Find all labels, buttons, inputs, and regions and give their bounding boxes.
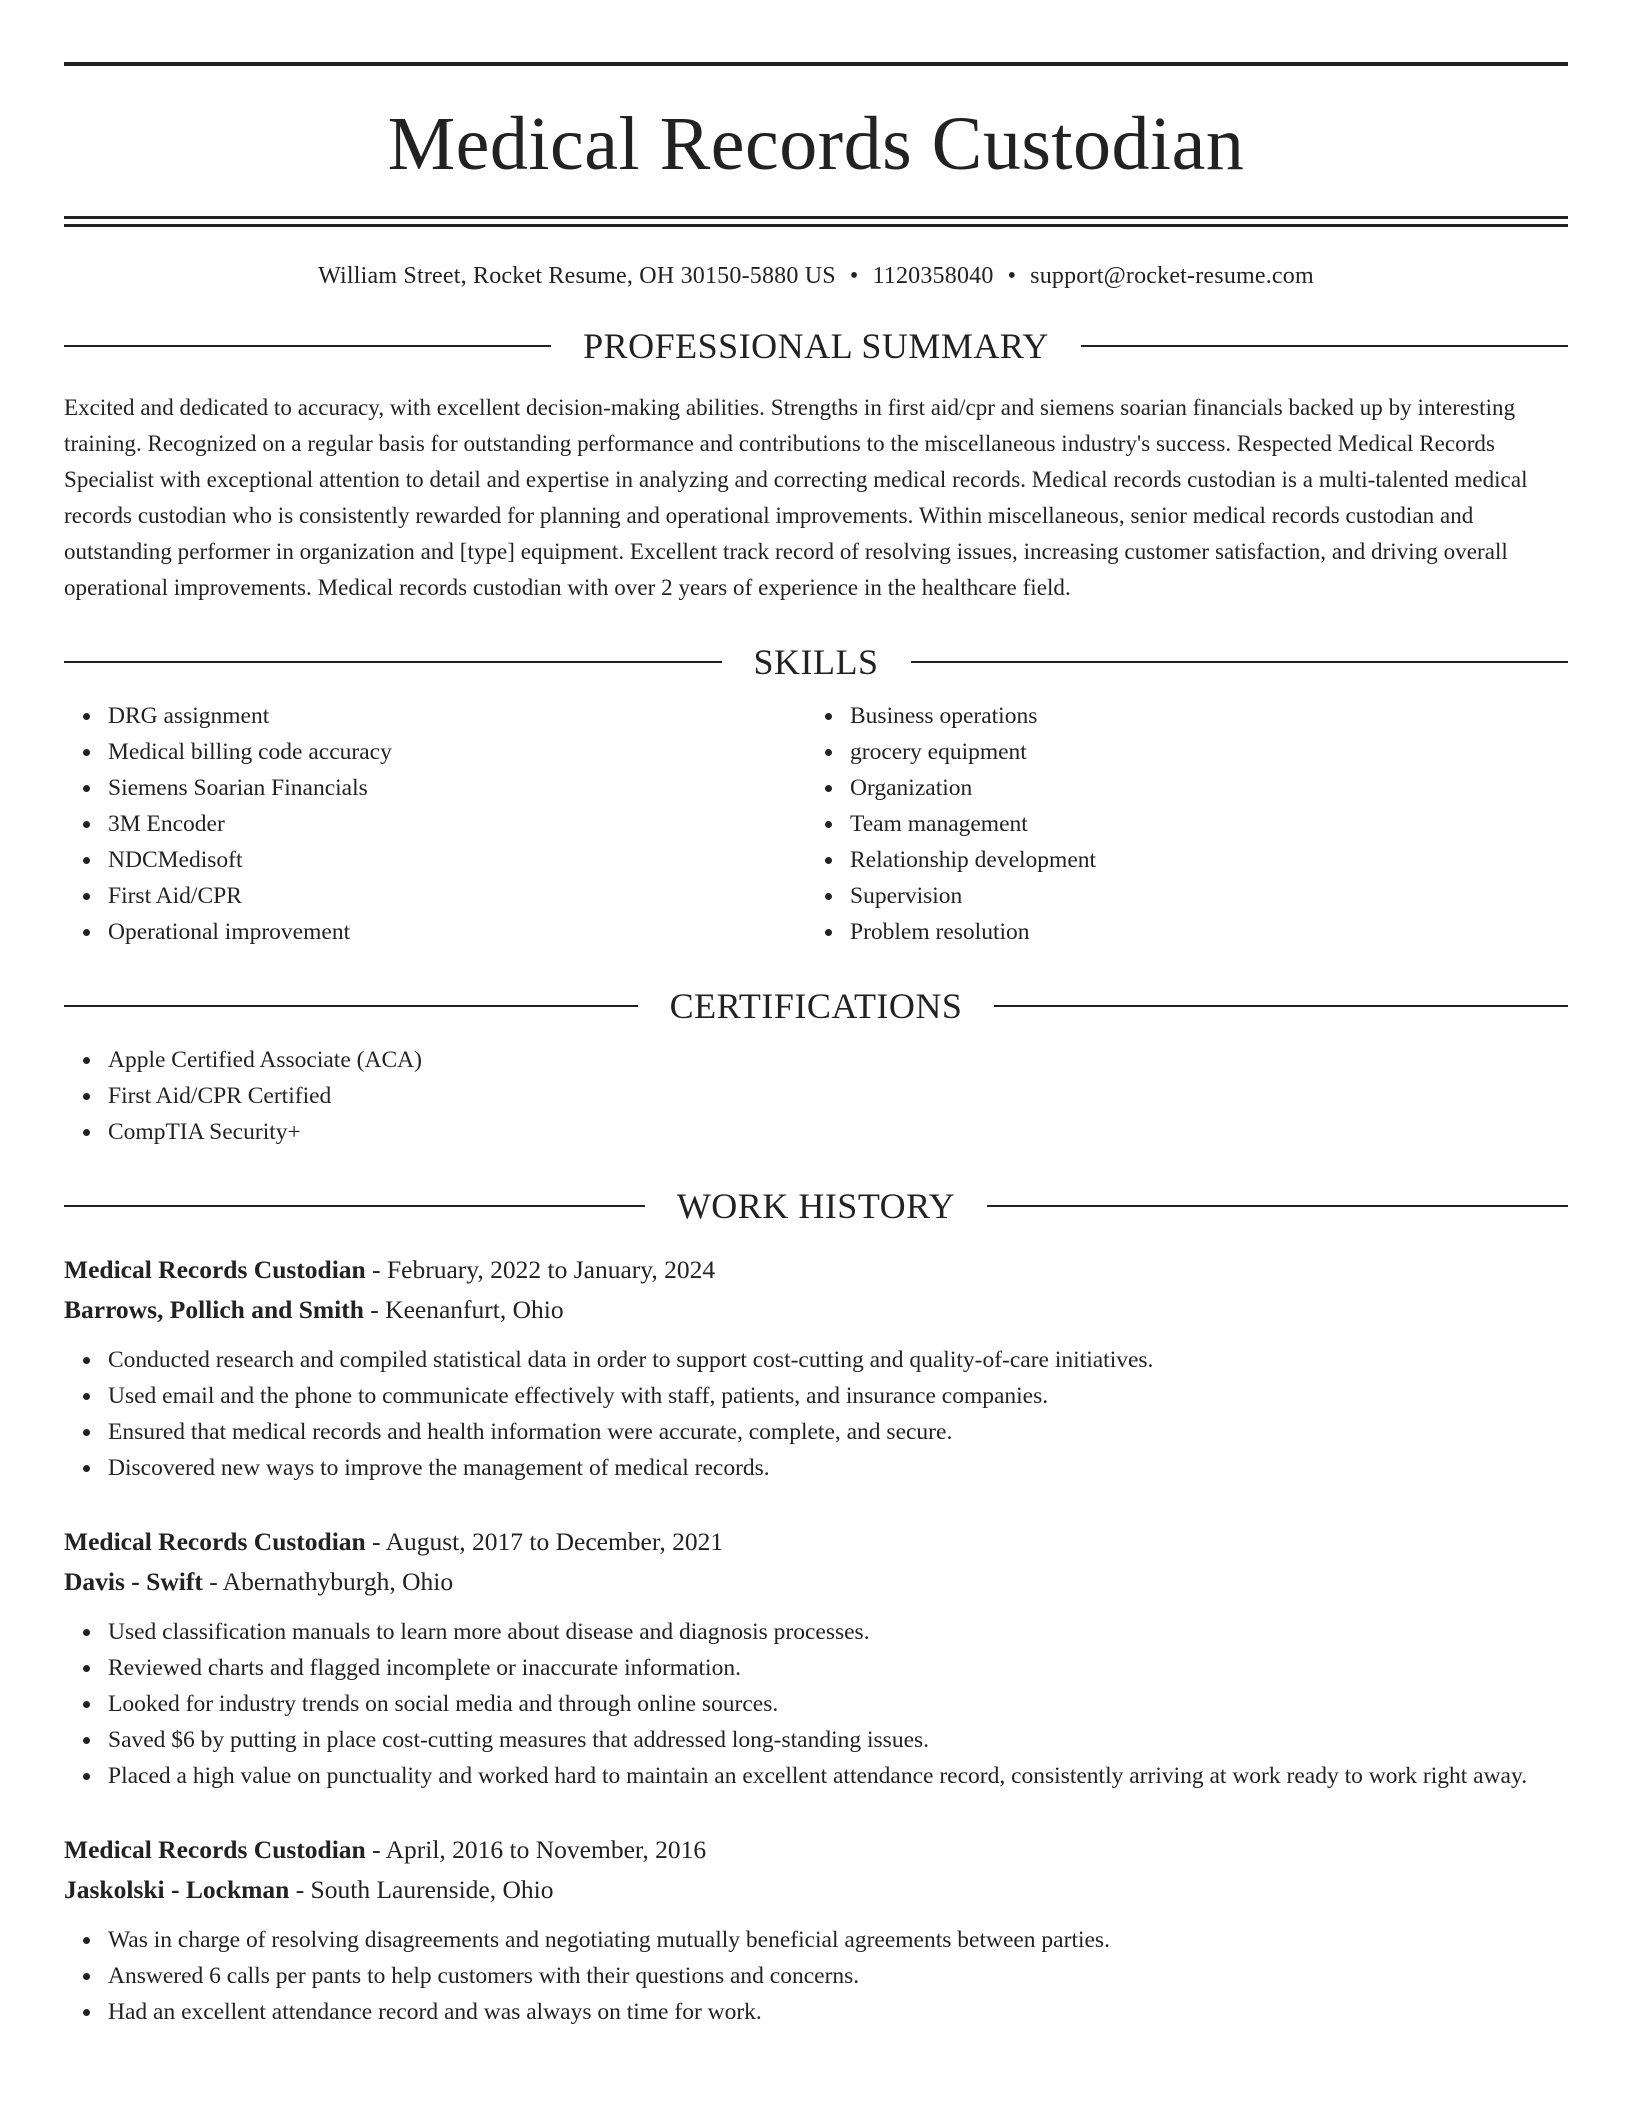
job-bullet: Saved $6 by putting in place cost-cutting measures that addressed long-standing issues. xyxy=(108,1722,1568,1758)
skills-column-left xyxy=(64,680,806,950)
job-bullet: Used email and the phone to communicate effectively with staff, patients, and insurance companies. xyxy=(108,1378,1568,1414)
skill-item: Siemens Soarian Financials xyxy=(108,770,806,806)
skill-item: Operational improvement xyxy=(108,914,806,950)
job-bullet: Had an excellent attendance record and was always on time for work. xyxy=(108,1994,1568,2030)
resume-name: Medical Records Custodian xyxy=(387,102,1245,186)
skill-item: Supervision xyxy=(850,878,1568,914)
certification-item: Apple Certified Associate (ACA) xyxy=(108,1042,1568,1078)
section-title: SKILLS xyxy=(753,642,879,682)
section-heading-summary xyxy=(64,328,1568,364)
divider-line xyxy=(64,345,551,347)
skill-item: 3M Encoder xyxy=(108,806,806,842)
skill-item: Relationship development xyxy=(850,842,1568,878)
job-company: Jaskolski - Lockman xyxy=(64,1875,290,1904)
divider-line xyxy=(64,1205,645,1207)
certification-item: First Aid/CPR Certified xyxy=(108,1078,1568,1114)
divider-line xyxy=(987,1205,1568,1207)
job-bullets xyxy=(64,1922,1568,2030)
skills-list-left xyxy=(64,698,806,950)
job-company-line xyxy=(64,1290,1568,1330)
contact-line xyxy=(64,263,1568,290)
double-rule xyxy=(64,216,1568,227)
job-title-line xyxy=(64,1250,1568,1290)
section-heading-certifications xyxy=(64,988,1568,1024)
skill-item: grocery equipment xyxy=(850,734,1568,770)
skill-item: DRG assignment xyxy=(108,698,806,734)
section-title: CERTIFICATIONS xyxy=(669,986,963,1026)
separator-dot: • xyxy=(1007,263,1017,289)
section-heading-work-history xyxy=(64,1188,1568,1224)
job-dates: - February, 2022 to January, 2024 xyxy=(365,1255,716,1284)
summary-text: Excited and dedicated to accuracy, with excellent decision-making abilities. Strengths in first aid/cpr and siemens soarian financials backed up by interesting training. Recognized on a regular basis for outstanding performance and contributions to the miscellaneous industry's success. Respected Medical Records Specialist with exceptional attention to detail and expertise in analyzing and correcting medical records. Medical records custodian is a multi-talented medical records custodian who is consistently rewarded for planning and operational improvements. Within miscellaneous, senior medical records custodian and outstanding performer in organization and [type] equipment. Excellent track record of resolving issues, increasing customer satisfaction, and driving overall operational improvements. Medical records custodian with over 2 years of experience in the healthcare field. xyxy=(64,395,1528,600)
contact-address: William Street, Rocket Resume, OH 30150-5880 US xyxy=(318,263,836,289)
skill-item: Medical billing code accuracy xyxy=(108,734,806,770)
job-bullet: Conducted research and compiled statistical data in order to support cost-cutting and quality-of-care initiatives. xyxy=(108,1342,1568,1378)
job-entry xyxy=(64,1830,1568,2030)
job-company-line xyxy=(64,1562,1568,1602)
divider-line xyxy=(911,661,1569,663)
job-bullet: Answered 6 calls per pants to help customers with their questions and concerns. xyxy=(108,1958,1568,1994)
section-title: WORK HISTORY xyxy=(676,1186,956,1226)
certifications-list xyxy=(64,1042,1568,1150)
job-bullet: Was in charge of resolving disagreements and negotiating mutually beneficial agreements between parties. xyxy=(108,1922,1568,1958)
job-location: - South Laurenside, Ohio xyxy=(289,1875,554,1904)
job-bullet: Ensured that medical records and health information were accurate, complete, and secure. xyxy=(108,1414,1568,1450)
skill-item: Business operations xyxy=(850,698,1568,734)
skill-item: NDCMedisoft xyxy=(108,842,806,878)
certification-item: CompTIA Security+ xyxy=(108,1114,1568,1150)
resume-page xyxy=(64,62,1568,2030)
job-location: - Keenanfurt, Ohio xyxy=(363,1295,564,1324)
job-entry xyxy=(64,1250,1568,1486)
job-bullet: Discovered new ways to improve the management of medical records. xyxy=(108,1450,1568,1486)
job-entry xyxy=(64,1522,1568,1794)
job-location: - Abernathyburgh, Ohio xyxy=(202,1567,454,1596)
skill-item: Organization xyxy=(850,770,1568,806)
job-bullet: Looked for industry trends on social media and through online sources. xyxy=(108,1686,1568,1722)
skill-item: Problem resolution xyxy=(850,914,1568,950)
job-company: Davis - Swift xyxy=(64,1567,203,1596)
contact-phone: 1120358040 xyxy=(872,263,994,289)
separator-dot: • xyxy=(849,263,859,289)
divider-line xyxy=(994,1005,1568,1007)
skill-item: Team management xyxy=(850,806,1568,842)
job-company: Barrows, Pollich and Smith xyxy=(64,1295,364,1324)
section-heading-skills xyxy=(64,644,1568,680)
contact-email: support@rocket-resume.com xyxy=(1030,263,1314,289)
divider-line xyxy=(64,661,722,663)
job-bullets xyxy=(64,1614,1568,1794)
skill-item: First Aid/CPR xyxy=(108,878,806,914)
job-title-line xyxy=(64,1522,1568,1562)
divider-line xyxy=(1081,345,1568,347)
top-rule xyxy=(64,62,1568,66)
job-title: Medical Records Custodian xyxy=(64,1527,366,1556)
job-bullet: Used classification manuals to learn more about disease and diagnosis processes. xyxy=(108,1614,1568,1650)
skills-grid xyxy=(64,680,1568,950)
job-company-line xyxy=(64,1870,1568,1910)
job-bullet: Placed a high value on punctuality and worked hard to maintain an excellent attendance record, consistently arriving at work ready to work right away. xyxy=(108,1758,1568,1794)
job-title: Medical Records Custodian xyxy=(64,1835,366,1864)
job-dates: - April, 2016 to November, 2016 xyxy=(365,1835,707,1864)
skills-list-right xyxy=(806,698,1568,950)
job-title-line xyxy=(64,1830,1568,1870)
job-bullet: Reviewed charts and flagged incomplete or inaccurate information. xyxy=(108,1650,1568,1686)
skills-column-right xyxy=(806,680,1568,950)
job-title: Medical Records Custodian xyxy=(64,1255,366,1284)
job-bullets xyxy=(64,1342,1568,1486)
section-title: PROFESSIONAL SUMMARY xyxy=(583,326,1049,366)
job-dates: - August, 2017 to December, 2021 xyxy=(365,1527,724,1556)
divider-line xyxy=(64,1005,638,1007)
